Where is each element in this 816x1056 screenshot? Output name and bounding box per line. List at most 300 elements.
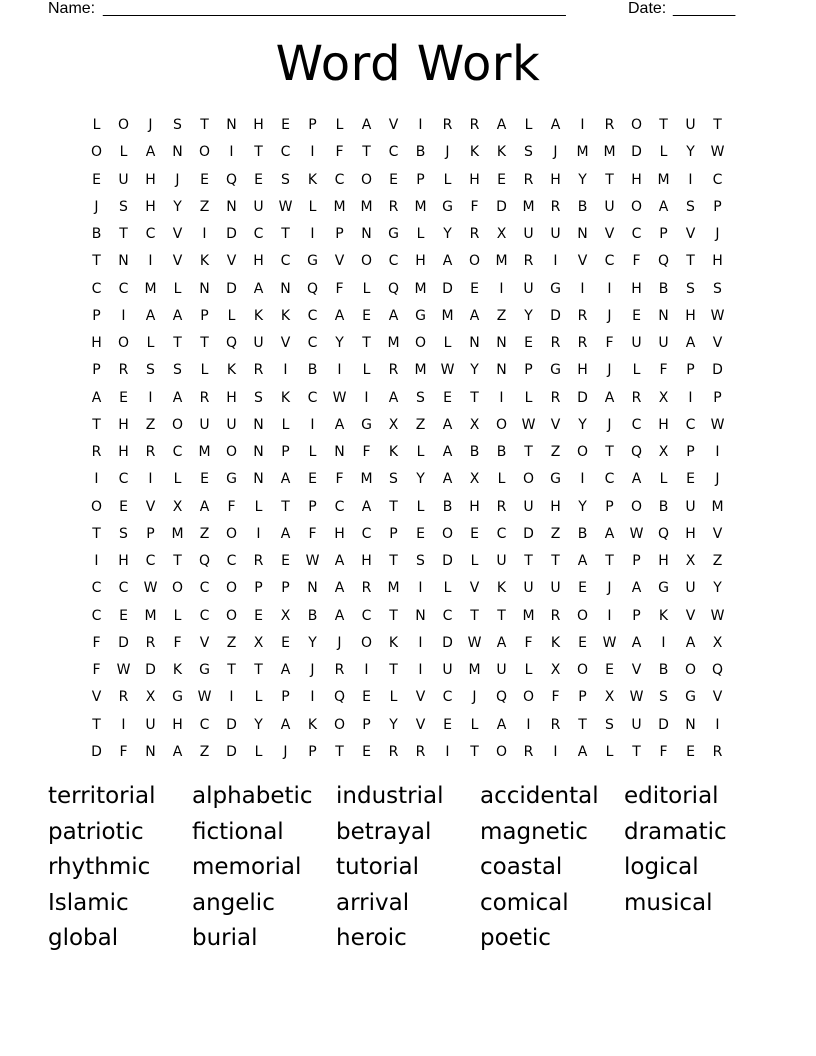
grid-letter: D xyxy=(442,553,453,569)
grid-letter: R xyxy=(604,117,615,133)
grid-letter: C xyxy=(307,389,318,406)
grid-letter: F xyxy=(173,634,182,651)
grid-letter: T xyxy=(389,553,398,569)
grid-letter: L xyxy=(362,362,371,379)
grid-letter: Q xyxy=(711,662,724,678)
grid-letter: M xyxy=(387,335,400,351)
grid-letter: Y xyxy=(578,498,587,515)
grid-letter: C xyxy=(442,689,453,706)
grid-letter: A xyxy=(388,389,399,406)
grid-letter: R xyxy=(496,498,507,515)
grid-letter: B xyxy=(469,444,480,460)
grid-letter: F xyxy=(659,362,668,379)
grid-letter: B xyxy=(658,498,669,515)
grid-letter: E xyxy=(470,525,479,542)
grid-letter: W xyxy=(710,416,725,433)
grid-letter: Y xyxy=(173,198,182,215)
grid-letter: H xyxy=(658,416,669,433)
grid-letter: O xyxy=(495,743,508,760)
grid-row xyxy=(83,385,733,412)
grid-letter: R xyxy=(523,253,534,270)
grid-letter: Y xyxy=(308,634,317,651)
grid-letter: A xyxy=(361,498,372,515)
grid-letter: M xyxy=(495,253,508,270)
grid-letter: V xyxy=(685,226,696,242)
grid-letter: W xyxy=(467,634,482,651)
grid-letter: G xyxy=(685,689,696,706)
letter-grid xyxy=(83,112,733,766)
grid-letter: Y xyxy=(578,171,587,188)
grid-letter: N xyxy=(253,444,264,460)
grid-letter: T xyxy=(173,553,182,569)
grid-letter: C xyxy=(442,607,453,624)
grid-letter: O xyxy=(684,662,697,678)
grid-letter: N xyxy=(172,144,183,161)
grid-letter: D xyxy=(145,662,156,678)
grid-letter: Y xyxy=(578,416,587,433)
grid-letter: N xyxy=(253,471,264,488)
grid-letter: H xyxy=(172,716,183,733)
grid-letter: H xyxy=(253,253,264,270)
grid-letter: I xyxy=(607,607,612,624)
grid-letter: O xyxy=(360,634,373,651)
grid-letter: M xyxy=(414,280,427,297)
grid-letter: E xyxy=(389,171,398,188)
grid-letter: U xyxy=(199,416,210,433)
word-bank-item: arrival xyxy=(336,889,410,916)
grid-letter: F xyxy=(119,743,128,760)
grid-letter: C xyxy=(388,144,399,161)
grid-letter: E xyxy=(686,743,695,760)
grid-letter: C xyxy=(91,607,102,624)
grid-letter: O xyxy=(171,416,184,433)
grid-letter: V xyxy=(712,689,723,706)
grid-row xyxy=(83,412,733,439)
grid-letter: V xyxy=(712,525,723,542)
grid-letter: I xyxy=(580,117,585,133)
grid-letter: K xyxy=(172,662,183,678)
grid-letter: Q xyxy=(657,253,670,270)
grid-letter: O xyxy=(630,198,643,215)
grid-letter: I xyxy=(688,389,693,406)
grid-letter: P xyxy=(524,362,533,379)
grid-letter: G xyxy=(442,198,453,215)
grid-letter: E xyxy=(524,335,533,351)
grid-letter: I xyxy=(148,471,153,488)
grid-letter: H xyxy=(361,553,372,569)
grid-letter: U xyxy=(253,335,264,351)
grid-letter: H xyxy=(415,253,426,270)
grid-letter: A xyxy=(550,117,561,133)
grid-letter: O xyxy=(117,117,130,133)
grid-letter: F xyxy=(227,498,236,515)
grid-letter: I xyxy=(715,716,720,733)
grid-letter: A xyxy=(334,580,345,597)
word-bank-item: editorial xyxy=(624,783,719,809)
grid-row xyxy=(83,494,733,521)
page-title: Word Work xyxy=(275,36,541,92)
grid-letter: R xyxy=(199,389,210,406)
grid-letter: X xyxy=(172,498,183,515)
grid-letter: R xyxy=(550,198,561,215)
grid-letter: P xyxy=(659,226,668,242)
grid-letter: K xyxy=(280,307,291,324)
grid-letter: J xyxy=(715,471,720,488)
grid-letter: T xyxy=(470,607,479,624)
grid-letter: H xyxy=(631,171,642,188)
grid-letter: L xyxy=(524,117,533,133)
grid-letter: V xyxy=(415,716,426,733)
grid-letter: P xyxy=(416,171,425,188)
grid-letter: W xyxy=(143,580,158,597)
grid-letter: L xyxy=(416,226,425,242)
word-bank-item: angelic xyxy=(192,889,275,916)
grid-letter: F xyxy=(308,525,317,542)
grid-letter: E xyxy=(362,689,371,706)
grid-letter: D xyxy=(577,389,588,406)
grid-letter: L xyxy=(335,117,344,133)
grid-letter: A xyxy=(280,716,291,733)
grid-letter: G xyxy=(307,253,318,270)
grid-row xyxy=(83,439,733,466)
grid-letter: N xyxy=(145,743,156,760)
grid-letter: T xyxy=(524,553,533,569)
grid-letter: Q xyxy=(225,171,238,188)
grid-letter: L xyxy=(524,662,533,678)
grid-letter: A xyxy=(145,307,156,324)
grid-letter: T xyxy=(200,117,209,133)
grid-row xyxy=(83,139,733,166)
grid-letter: I xyxy=(580,471,585,488)
grid-letter: K xyxy=(253,307,264,324)
grid-letter: H xyxy=(145,198,156,215)
grid-letter: N xyxy=(415,607,426,624)
grid-letter: B xyxy=(91,226,102,242)
grid-letter: H xyxy=(685,525,696,542)
grid-letter: O xyxy=(198,144,211,161)
grid-letter: I xyxy=(553,253,558,270)
grid-letter: E xyxy=(119,389,128,406)
grid-row xyxy=(83,521,733,548)
grid-row xyxy=(83,657,733,684)
grid-letter: R xyxy=(442,117,453,133)
grid-letter: P xyxy=(389,525,398,542)
grid-letter: A xyxy=(469,307,480,324)
grid-letter: C xyxy=(118,280,129,297)
grid-letter: U xyxy=(523,498,534,515)
grid-letter: H xyxy=(712,253,723,270)
grid-letter: Q xyxy=(630,444,643,460)
grid-letter: C xyxy=(280,253,291,270)
grid-letter: R xyxy=(388,362,399,379)
grid-letter: P xyxy=(281,580,290,597)
grid-letter: L xyxy=(227,307,236,324)
grid-letter: T xyxy=(92,253,101,270)
grid-letter: F xyxy=(92,634,101,651)
grid-letter: P xyxy=(92,362,101,379)
grid-letter: E xyxy=(362,307,371,324)
grid-letter: L xyxy=(659,144,668,161)
grid-letter: C xyxy=(91,580,102,597)
grid-letter: L xyxy=(632,362,641,379)
grid-letter: F xyxy=(659,743,668,760)
grid-letter: E xyxy=(470,280,479,297)
grid-letter: U xyxy=(145,716,156,733)
grid-letter: O xyxy=(576,662,589,678)
grid-letter: E xyxy=(281,117,290,133)
grid-letter: X xyxy=(496,226,507,242)
grid-letter: A xyxy=(685,335,696,351)
grid-row xyxy=(83,330,733,357)
word-bank-item: poetic xyxy=(480,925,551,951)
grid-letter: P xyxy=(632,553,641,569)
grid-letter: L xyxy=(308,198,317,215)
grid-letter: D xyxy=(226,280,237,297)
grid-letter: A xyxy=(334,307,345,324)
grid-letter: I xyxy=(337,362,342,379)
grid-letter: T xyxy=(497,607,506,624)
word-bank-item: tutorial xyxy=(336,854,420,880)
word-bank xyxy=(48,780,778,958)
word-bank-item: burial xyxy=(192,925,258,951)
grid-letter: W xyxy=(602,634,617,651)
grid-letter: E xyxy=(443,389,452,406)
word-bank-item: dramatic xyxy=(624,818,727,845)
word-bank-item: alphabetic xyxy=(192,783,313,809)
grid-letter: W xyxy=(521,416,536,433)
grid-letter: L xyxy=(524,389,533,406)
grid-letter: L xyxy=(146,335,155,351)
grid-letter: C xyxy=(226,553,237,569)
grid-letter: L xyxy=(173,280,182,297)
grid-letter: A xyxy=(442,416,453,433)
grid-letter: I xyxy=(310,226,315,242)
grid-letter: O xyxy=(468,253,481,270)
grid-letter: T xyxy=(254,144,263,161)
grid-letter: U xyxy=(496,553,507,569)
grid-letter: I xyxy=(310,144,315,161)
grid-letter: K xyxy=(307,171,318,188)
grid-letter: A xyxy=(334,553,345,569)
grid-letter: N xyxy=(253,416,264,433)
grid-letter: M xyxy=(711,498,724,515)
grid-letter: M xyxy=(441,307,454,324)
grid-letter: U xyxy=(523,280,534,297)
grid-letter: I xyxy=(121,716,126,733)
grid-letter: I xyxy=(526,716,531,733)
grid-letter: T xyxy=(686,253,695,270)
grid-letter: S xyxy=(686,198,695,215)
grid-letter: F xyxy=(335,471,344,488)
grid-letter: M xyxy=(468,662,481,678)
grid-letter: E xyxy=(578,634,587,651)
grid-letter: J xyxy=(472,689,477,706)
grid-letter: I xyxy=(580,280,585,297)
grid-letter: N xyxy=(469,335,480,351)
grid-letter: L xyxy=(470,553,479,569)
grid-letter: I xyxy=(553,743,558,760)
grid-letter: H xyxy=(226,389,237,406)
grid-letter: B xyxy=(496,444,507,460)
grid-letter: N xyxy=(496,335,507,351)
grid-letter: L xyxy=(443,171,452,188)
word-bank-item: territorial xyxy=(48,783,156,809)
grid-letter: B xyxy=(658,280,669,297)
grid-letter: Z xyxy=(550,525,561,542)
grid-letter: V xyxy=(631,662,642,678)
grid-letter: X xyxy=(388,416,399,433)
grid-letter: L xyxy=(173,607,182,624)
grid-letter: C xyxy=(118,580,129,597)
grid-letter: X xyxy=(712,634,723,651)
grid-letter: R xyxy=(334,662,345,678)
grid-letter: I xyxy=(310,689,315,706)
grid-letter: A xyxy=(631,580,642,597)
word-bank-item: industrial xyxy=(336,783,444,809)
grid-letter: F xyxy=(335,280,344,297)
grid-letter: O xyxy=(360,171,373,188)
grid-letter: R xyxy=(712,743,723,760)
grid-letter: X xyxy=(469,471,480,488)
grid-letter: E xyxy=(200,171,209,188)
grid-letter: J xyxy=(715,226,720,242)
grid-letter: R xyxy=(550,716,561,733)
grid-letter: D xyxy=(118,634,129,651)
grid-letter: H xyxy=(118,444,129,460)
grid-letter: E xyxy=(497,171,506,188)
word-bank-item: logical xyxy=(624,854,699,880)
grid-letter: A xyxy=(685,634,696,651)
grid-letter: R xyxy=(145,634,156,651)
grid-letter: U xyxy=(118,171,129,188)
grid-letter: X xyxy=(604,689,615,706)
grid-letter: C xyxy=(631,416,642,433)
grid-letter: Q xyxy=(225,335,238,351)
grid-letter: T xyxy=(389,498,398,515)
grid-letter: M xyxy=(333,198,346,215)
grid-letter: Y xyxy=(713,580,722,597)
grid-letter: R xyxy=(550,335,561,351)
grid-letter: C xyxy=(631,226,642,242)
grid-letter: L xyxy=(443,580,452,597)
grid-letter: T xyxy=(713,117,722,133)
grid-letter: X xyxy=(280,607,291,624)
grid-letter: A xyxy=(145,144,156,161)
grid-row xyxy=(83,248,733,275)
grid-letter: H xyxy=(91,335,102,351)
grid-letter: C xyxy=(307,335,318,351)
grid-letter: L xyxy=(308,444,317,460)
grid-letter: A xyxy=(631,471,642,488)
grid-letter: T xyxy=(119,226,128,242)
grid-letter: B xyxy=(307,607,318,624)
grid-letter: S xyxy=(146,362,155,379)
word-bank-item: musical xyxy=(624,889,713,916)
grid-letter: T xyxy=(389,662,398,678)
grid-letter: I xyxy=(499,389,504,406)
grid-letter: W xyxy=(710,307,725,324)
grid-letter: C xyxy=(199,607,210,624)
grid-letter: M xyxy=(522,607,535,624)
grid-letter: C xyxy=(145,226,156,242)
grid-letter: K xyxy=(307,716,318,733)
grid-letter: L xyxy=(254,498,263,515)
grid-letter: R xyxy=(91,444,102,460)
grid-letter: N xyxy=(334,444,345,460)
grid-letter: I xyxy=(364,389,369,406)
grid-letter: Z xyxy=(712,553,723,569)
grid-letter: A xyxy=(577,743,588,760)
grid-letter: N xyxy=(118,253,129,270)
grid-row xyxy=(83,603,733,630)
grid-letter: L xyxy=(470,716,479,733)
grid-row xyxy=(83,276,733,303)
grid-letter: O xyxy=(225,525,238,542)
grid-letter: C xyxy=(172,444,183,460)
grid-letter: Y xyxy=(524,307,533,324)
grid-letter: A xyxy=(577,553,588,569)
grid-letter: I xyxy=(418,662,423,678)
grid-letter: U xyxy=(442,662,453,678)
grid-letter: H xyxy=(469,171,480,188)
grid-letter: Z xyxy=(415,416,426,433)
grid-letter: O xyxy=(171,580,184,597)
grid-letter: A xyxy=(496,634,507,651)
word-bank-item: patriotic xyxy=(48,818,144,845)
grid-letter: A xyxy=(658,198,669,215)
grid-letter: W xyxy=(116,662,131,678)
grid-letter: A xyxy=(199,498,210,515)
grid-letter: L xyxy=(659,471,668,488)
grid-letter: I xyxy=(418,117,423,133)
grid-row xyxy=(83,684,733,711)
grid-letter: O xyxy=(576,607,589,624)
grid-letter: M xyxy=(657,171,670,188)
grid-letter: T xyxy=(470,743,479,760)
grid-letter: G xyxy=(172,689,183,706)
grid-letter: K xyxy=(496,580,507,597)
grid-letter: K xyxy=(388,444,399,460)
grid-letter: O xyxy=(360,253,373,270)
grid-letter: L xyxy=(281,416,290,433)
grid-letter: T xyxy=(92,416,101,433)
grid-letter: R xyxy=(577,307,588,324)
grid-row xyxy=(83,167,733,194)
grid-letter: P xyxy=(686,362,695,379)
grid-letter: N xyxy=(307,580,318,597)
grid-letter: R xyxy=(253,362,264,379)
grid-letter: U xyxy=(658,335,669,351)
word-bank-item: accidental xyxy=(480,783,599,809)
grid-letter: I xyxy=(661,634,666,651)
grid-letter: S xyxy=(416,553,425,569)
word-bank-item: global xyxy=(48,925,119,951)
word-bank-item: betrayal xyxy=(336,818,432,845)
grid-letter: Y xyxy=(416,471,425,488)
grid-letter: K xyxy=(658,607,669,624)
grid-letter: I xyxy=(607,280,612,297)
grid-letter: D xyxy=(226,716,237,733)
grid-letter: Z xyxy=(496,307,507,324)
grid-letter: S xyxy=(173,117,182,133)
grid-letter: N xyxy=(496,362,507,379)
grid-letter: E xyxy=(362,743,371,760)
grid-letter: V xyxy=(469,580,480,597)
grid-letter: P xyxy=(308,743,317,760)
grid-letter: K xyxy=(496,144,507,161)
grid-letter: F xyxy=(335,144,344,161)
grid-letter: C xyxy=(334,498,345,515)
